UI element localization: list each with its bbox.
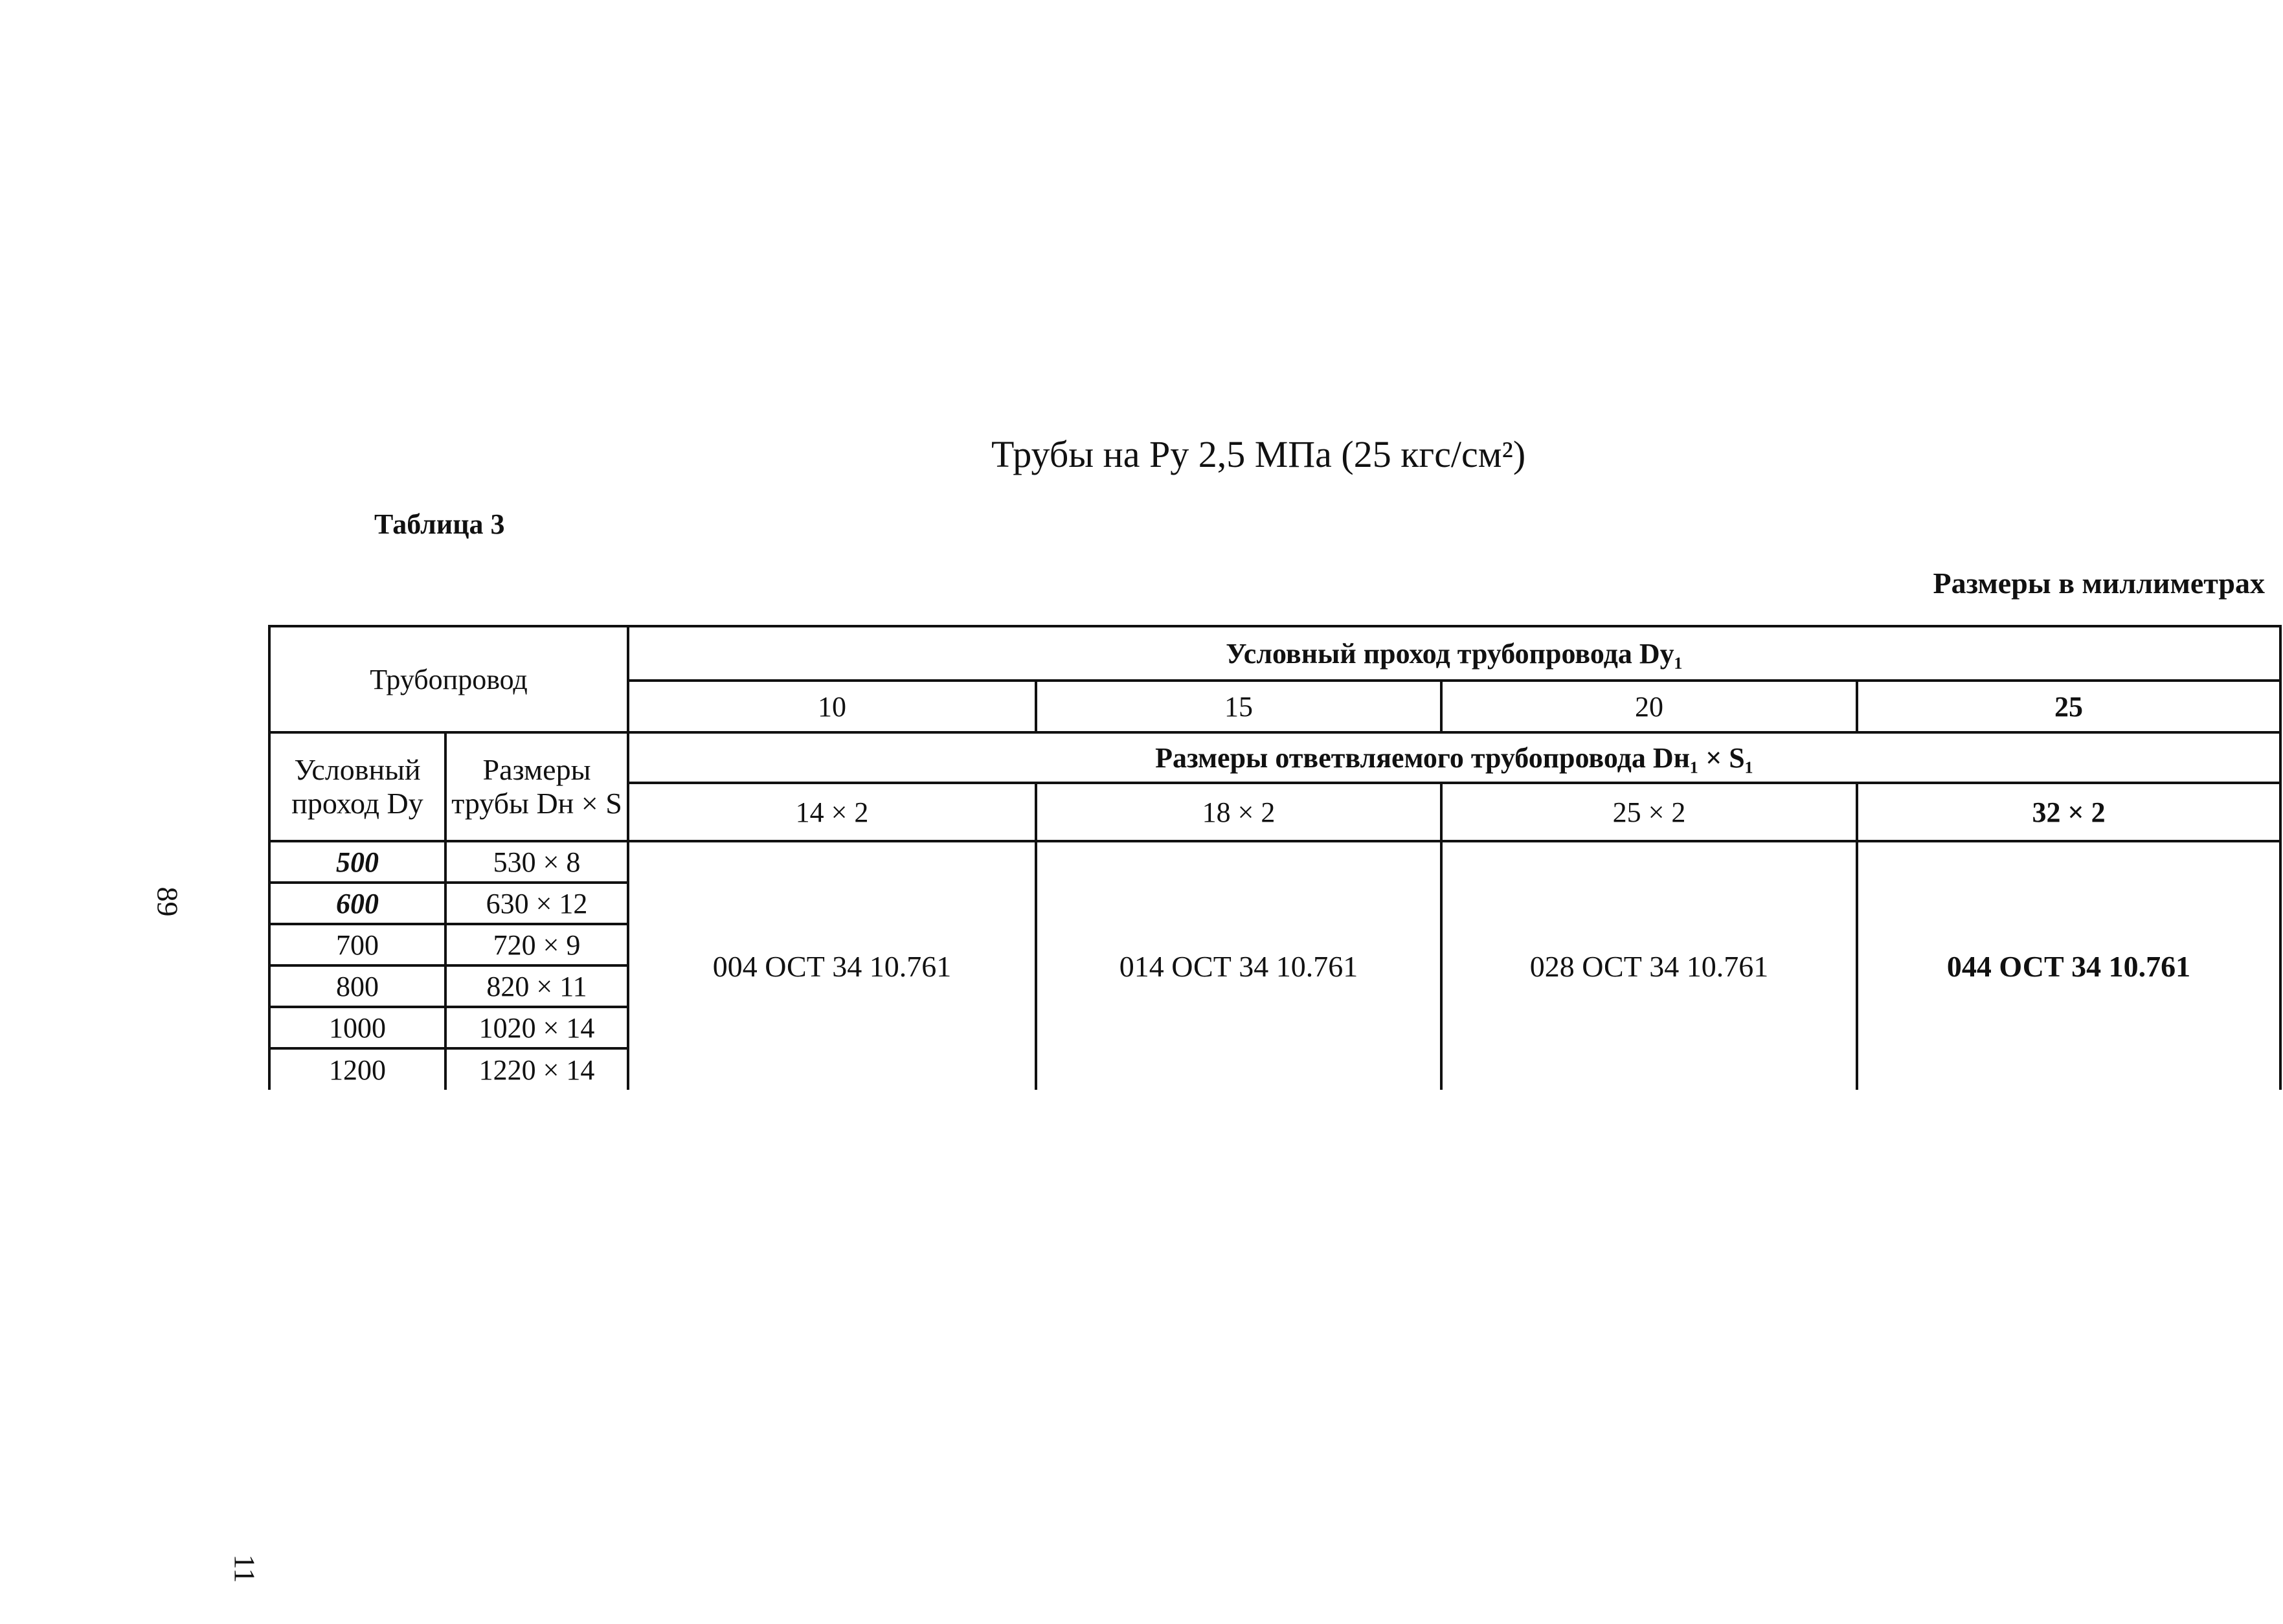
header-col-dy: Условный проход Dy bbox=[269, 732, 445, 841]
size-cell: 1220 × 14 bbox=[445, 1048, 628, 1090]
dy-cell: 800 bbox=[269, 965, 445, 1007]
dy-cell: 1000 bbox=[269, 1007, 445, 1048]
header-col-size: Размеры трубы Dн × S bbox=[445, 732, 628, 841]
table-row bbox=[269, 841, 2280, 883]
header-pipeline: Трубопровод bbox=[269, 626, 628, 732]
page-title-text: Трубы на Ру 2,5 МПа (25 кгс/см²) bbox=[991, 433, 1526, 475]
nominal-bore-cell: 20 bbox=[1441, 681, 1857, 732]
dy-cell: 1200 bbox=[269, 1048, 445, 1090]
branch-size-cell: 32 × 2 bbox=[1857, 783, 2280, 841]
size-cell: 1020 × 14 bbox=[445, 1007, 628, 1048]
size-cell: 530 × 8 bbox=[445, 841, 628, 883]
designation-cell: 028 ОСТ 34 10.761 bbox=[1441, 841, 1857, 1090]
branch-size-cell: 14 × 2 bbox=[628, 783, 1036, 841]
table-label: Таблица 3 bbox=[374, 508, 505, 540]
nominal-bore-cell: 25 bbox=[1857, 681, 2280, 732]
size-cell: 630 × 12 bbox=[445, 883, 628, 924]
pipe-dimensions-table bbox=[268, 625, 2282, 1090]
dy-cell: 700 bbox=[269, 924, 445, 965]
dy-cell: 500 bbox=[269, 841, 445, 883]
size-cell: 820 × 11 bbox=[445, 965, 628, 1007]
header-branch-sizes: Размеры ответвляемого трубопровода Dн₁ × S₁ bbox=[628, 732, 2280, 783]
designation-cell: 044 ОСТ 34 10.761 bbox=[1857, 841, 2280, 1090]
designation-cell: 014 ОСТ 34 10.761 bbox=[1036, 841, 1441, 1090]
header-nominal-bore: Условный проход трубопровода Dy₁ bbox=[628, 626, 2280, 681]
side-page-number-bottom: 11 bbox=[228, 1554, 262, 1583]
designation-cell: 004 ОСТ 34 10.761 bbox=[628, 841, 1036, 1090]
nominal-bore-cell: 15 bbox=[1036, 681, 1441, 732]
branch-size-cell: 25 × 2 bbox=[1441, 783, 1857, 841]
units-note: Размеры в миллиметрах bbox=[1933, 567, 2265, 600]
dy-cell: 600 bbox=[269, 883, 445, 924]
size-cell: 720 × 9 bbox=[445, 924, 628, 965]
nominal-bore-cell: 10 bbox=[628, 681, 1036, 732]
branch-size-cell: 18 × 2 bbox=[1036, 783, 1441, 841]
side-page-number-top: 89 bbox=[151, 886, 185, 917]
